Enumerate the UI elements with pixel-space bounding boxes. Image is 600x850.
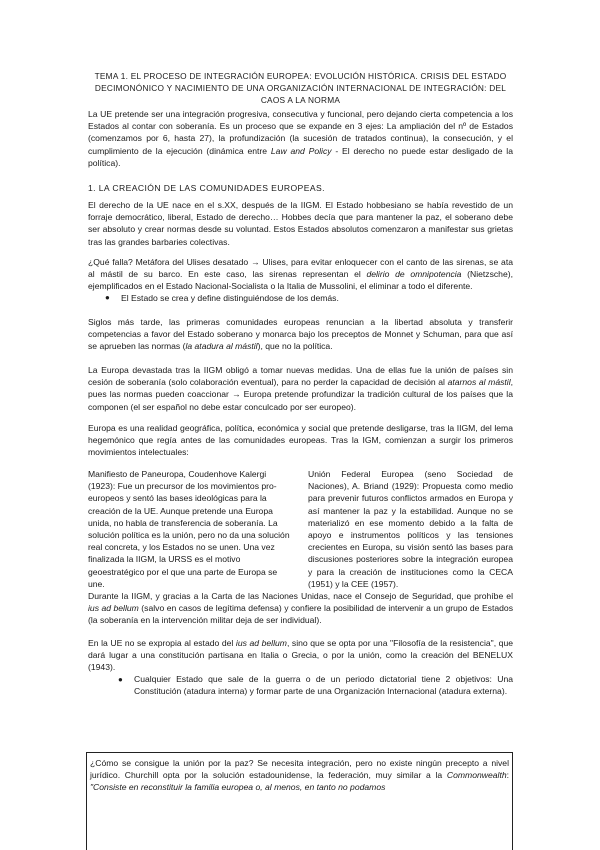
- paragraph-ulises: [88, 256, 513, 293]
- iigm-italic: ius ad bellum: [88, 603, 139, 614]
- devastated-text: La Europa devastada tras la IIGM obligó a tomar nuevas medidas. Una de ellas fue la unión de países sin cesión de soberanía (solo colaboración eventual), para no perder la capacidad de decisión al: [88, 365, 513, 388]
- intro-text-end: - El derecho no puede estar desligado de la política).: [88, 145, 513, 168]
- resistance-italic: ius ad bellum: [235, 638, 287, 648]
- intro-italic: Law and Policy: [270, 145, 332, 156]
- devastated-text-end: , pues las normas pueden coaccionar → Europa pretende profundizar la tradición cultural de los países que la componen (el ser español no debe estar conculcado por ser europeo).: [88, 377, 513, 412]
- iigm-text-end: (salvo en casos de legítima defensa) y confiere la posibilidad de intervenir a un grupo de Estados (la soberanía en la intervención militar deja de ser individual).: [88, 603, 513, 626]
- ulises-text: ¿Qué falla? Metáfora del Ulises desatado → Ulises, para evitar enloquecer con el canto de las sirenas, se ata al mástil de su barco. En este caso, las sirenas representan el: [88, 257, 513, 280]
- resistance-text: En la UE no se expropia al estado del: [88, 638, 236, 648]
- paragraph-centuries: [88, 316, 513, 353]
- paragraph-origin: El derecho de la UE nace en el s.XX, después de la IIGM. El Estado hobbesiano se había revestido de un forraje democrático, liberal, Estado de derecho… Hobbes decía que para mantener la paz, el soberano debe ser absoluto y crear normas desde su voluntad. Estos Estados absolutos comenzaron a manifestar sus grietas tras las grandes barbaries colectivas.: [88, 200, 513, 247]
- highlight-box: [86, 752, 513, 850]
- bullet-marker: ●: [118, 675, 123, 684]
- box-quote: "Consiste en reconstituir la familia europea o, al menos, en tanto no podamos: [90, 782, 386, 793]
- centuries-text-end: ), que no la política.: [257, 341, 333, 352]
- ulises-text-end: (Nietzsche), ejemplificados en el Estado Nacional-Socialista o la Italia de Mussolini, el eliminar a todo el diferente.: [88, 269, 513, 292]
- section-heading: 1. LA CREACIÓN DE LAS COMUNIDADES EUROPEAS.: [88, 183, 325, 193]
- paragraph-europe-reality: Europa es una realidad geográfica, política, económica y social que pretende desligarse, tras la IIGM, del lema hegemónico que regía antes de las comunidades europeas. Tras la IGM, comienzan a surgir los primeros movimientos intelectuales:: [88, 423, 513, 458]
- iigm-text: Durante la IIGM, y gracias a la Carta de las Naciones Unidas, nace el Consejo de Seguridad, que prohíbe el: [88, 591, 513, 601]
- bullet-marker: ●: [105, 293, 110, 302]
- box-paragraph: [90, 757, 509, 794]
- intro-paragraph: [88, 108, 513, 169]
- resistance-text-end: , sino que se opta por una "Filosofía de la resistencia", que dará lugar a una constitución partisana en Italia o Grecia, o por la unión, como la creación del BENELUX (1943).: [88, 638, 514, 673]
- document-title: TEMA 1. EL PROCESO DE INTEGRACIÓN EUROPEA: EVOLUCIÓN HISTÓRICA. CRISIS DEL ESTADO DECIMONÓNICO Y NACIMIENTO DE UNA ORGANIZACIÓN INTERNACIONAL DE INTEGRACIÓN: DEL CAOS A LA NORMA: [94, 71, 507, 106]
- paragraph-devastated-europe: [88, 364, 513, 413]
- centuries-italic: la atadura al mástil: [185, 341, 258, 352]
- bullet-ulises: El Estado se crea y define distinguiéndose de los demás.: [121, 293, 339, 303]
- box-italic: Commonwealth: [446, 770, 507, 781]
- paragraph-iigm-council: [88, 590, 513, 627]
- box-text-mid: :: [506, 770, 509, 781]
- paragraph-resistance: [88, 637, 513, 674]
- box-text: ¿Cómo se consigue la unión por la paz? Se necesita integración, pero no existe ningún precepto a nivel jurídico. Churchill opta por la solución estadounidense, la federación, muy similar a la: [90, 758, 509, 781]
- intro-text: La UE pretende ser una integración progresiva, consecutiva y funcional, pero dejando cierta competencia a los Estados al contar con soberanía. Es un proceso que se expande en 3 ejes: La ampliación del nº de Estados (comenzamos por 6, hasta 27), la profundización (la sucesión de tratados continua), la consecución, y el cumplimiento de la ejecución (dinámica entre: [88, 109, 513, 156]
- bullet-objectives: Cualquier Estado que sale de la guerra o de un periodo dictatorial tiene 2 objetivos: Una Constitución (atadura interna) y formar parte de una Organización Internacional (atadura externa).: [134, 674, 513, 697]
- centuries-text: Siglos más tarde, las primeras comunidades europeas renuncian a la libertad absoluta y transferir competencias a favor del Estado soberano y monarca bajo los preceptos de Monnet y Schuman, para que así se aprueben las normas (: [88, 317, 513, 352]
- devastated-italic: atarnos al mástil: [447, 377, 511, 388]
- column-federal-union: Unión Federal Europea (seno Sociedad de Naciones), A. Briand (1929): Propuesta como medio para prevenir futuros conflictos armados en Europa y así mantener la paz y la estabilidad. Aunque no se materializó en ese momento debido a la falta de apoyo e instrumentos políticos y las tensiones crecientes en Europa, su visión sentó las bases para discusiones posteriores sobre la integración europea y para la creación de instituciones como la CECA (1951) y la CEE (1957).: [308, 469, 513, 589]
- column-paneuropa: Manifiesto de Paneuropa, Coudenhove Kalergi (1923): Fue un precursor de los movimientos pro-europeos y sentó las bases ideológicas para la creación de la UE. Aunque pretende una Europa unida, no habla de transferencia de soberanía. La solución política es la unión, pero no da una solución real concreta, y los Estados no se unen. Una vez finalizada la IIGM, la URSS es el motivo geoestratégico por el que una parte de Europa se une.: [88, 469, 290, 589]
- ulises-italic: delirio de omnipotencia: [366, 269, 462, 280]
